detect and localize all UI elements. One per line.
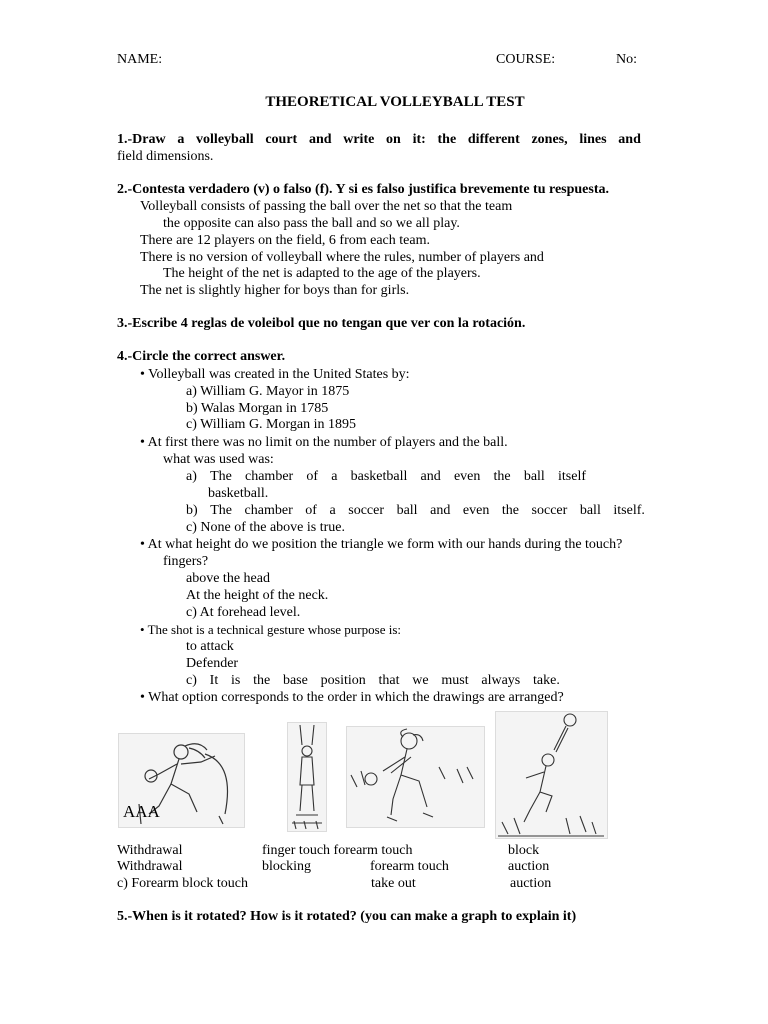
answer-option: c) None of the above is true. <box>186 520 345 535</box>
q2-statement: the opposite can also pass the ball and so we all play. <box>163 216 460 231</box>
drawing-option: c) Forearm block touch <box>117 876 249 891</box>
q4-bullet-5: • What option corresponds to the order in which the drawings are arranged? <box>140 690 564 705</box>
volleyball-player-block-drawing <box>287 722 327 832</box>
q2-statement: There is no version of volleyball where the rules, number of players and <box>140 250 544 265</box>
volleyball-player-forearm-drawing <box>346 726 485 828</box>
volleyball-player-jump-drawing <box>495 711 608 839</box>
drawing-option: take out <box>371 876 416 891</box>
answer-option: above the head <box>186 571 270 586</box>
number-label: No: <box>616 52 637 67</box>
answer-option: b) Walas Morgan in 1785 <box>186 401 329 416</box>
answer-option: b) The chamber of a soccer ball and even the soccer ball itself. <box>186 503 645 518</box>
q1-heading-line2: field dimensions. <box>117 149 214 164</box>
q2-statement: The net is slightly higher for boys than for girls. <box>140 283 410 298</box>
name-label: NAME: <box>117 52 163 67</box>
drawing-option: auction <box>508 859 550 874</box>
q4-bullet-4: • The shot is a technical gesture whose purpose is: <box>140 622 402 637</box>
q3-heading: 3.-Escribe 4 reglas de voleibol que no tengan que ver con la rotación. <box>117 316 526 331</box>
volleyball-player-spike-drawing <box>118 733 245 828</box>
drawing-option: Withdrawal <box>117 843 183 858</box>
answer-option: At the height of the neck. <box>186 588 329 603</box>
answer-option: c) At forehead level. <box>186 605 301 620</box>
test-title: THEORETICAL VOLLEYBALL TEST <box>265 94 525 110</box>
drawing-option: block <box>508 843 540 858</box>
q2-statement: There are 12 players on the field, 6 from each team. <box>140 233 430 248</box>
answer-option: a) William G. Mayor in 1875 <box>186 384 350 399</box>
q4-bullet-2: • At first there was no limit on the number of players and the ball. <box>140 435 508 450</box>
image-caption: AAA <box>123 802 160 821</box>
q4-bullet-3: • At what height do we position the triangle we form with our hands during the touch? <box>140 537 623 552</box>
drawing-option: blocking <box>262 859 311 874</box>
q2-statement: The height of the net is adapted to the age of the players. <box>163 266 481 281</box>
drawing-option: finger touch forearm touch <box>262 843 413 858</box>
answer-option: c) It is the base position that we must always take. <box>186 673 560 688</box>
drawing-option: forearm touch <box>370 859 449 874</box>
course-label: COURSE: <box>496 52 556 67</box>
drawing-option: Withdrawal <box>117 859 183 874</box>
answer-option: Defender <box>186 656 239 671</box>
q2-heading: 2.-Contesta verdadero (v) o falso (f). Y si es falso justifica brevemente tu respuesta. <box>117 182 609 197</box>
q4-bullet-3-cont: fingers? <box>163 554 209 569</box>
q5-heading: 5.-When is it rotated? How is it rotated? (you can make a graph to explain it) <box>117 909 577 924</box>
q4-bullet-1: • Volleyball was created in the United States by: <box>140 367 410 382</box>
q4-bullet-2-cont: what was used was: <box>163 452 274 467</box>
answer-option: c) William G. Morgan in 1895 <box>186 417 357 432</box>
drawing-option: auction <box>510 876 552 891</box>
q4-heading: 4.-Circle the correct answer. <box>117 349 286 364</box>
answer-option-cont: basketball. <box>208 486 269 501</box>
answer-option: to attack <box>186 639 234 654</box>
answer-option: a) The chamber of a basketball and even the ball itself <box>186 469 586 484</box>
q1-heading-line1: 1.-Draw a volleyball court and write on it: the different zones, lines and <box>117 132 641 147</box>
q2-statement: Volleyball consists of passing the ball over the net so that the team <box>140 199 513 214</box>
